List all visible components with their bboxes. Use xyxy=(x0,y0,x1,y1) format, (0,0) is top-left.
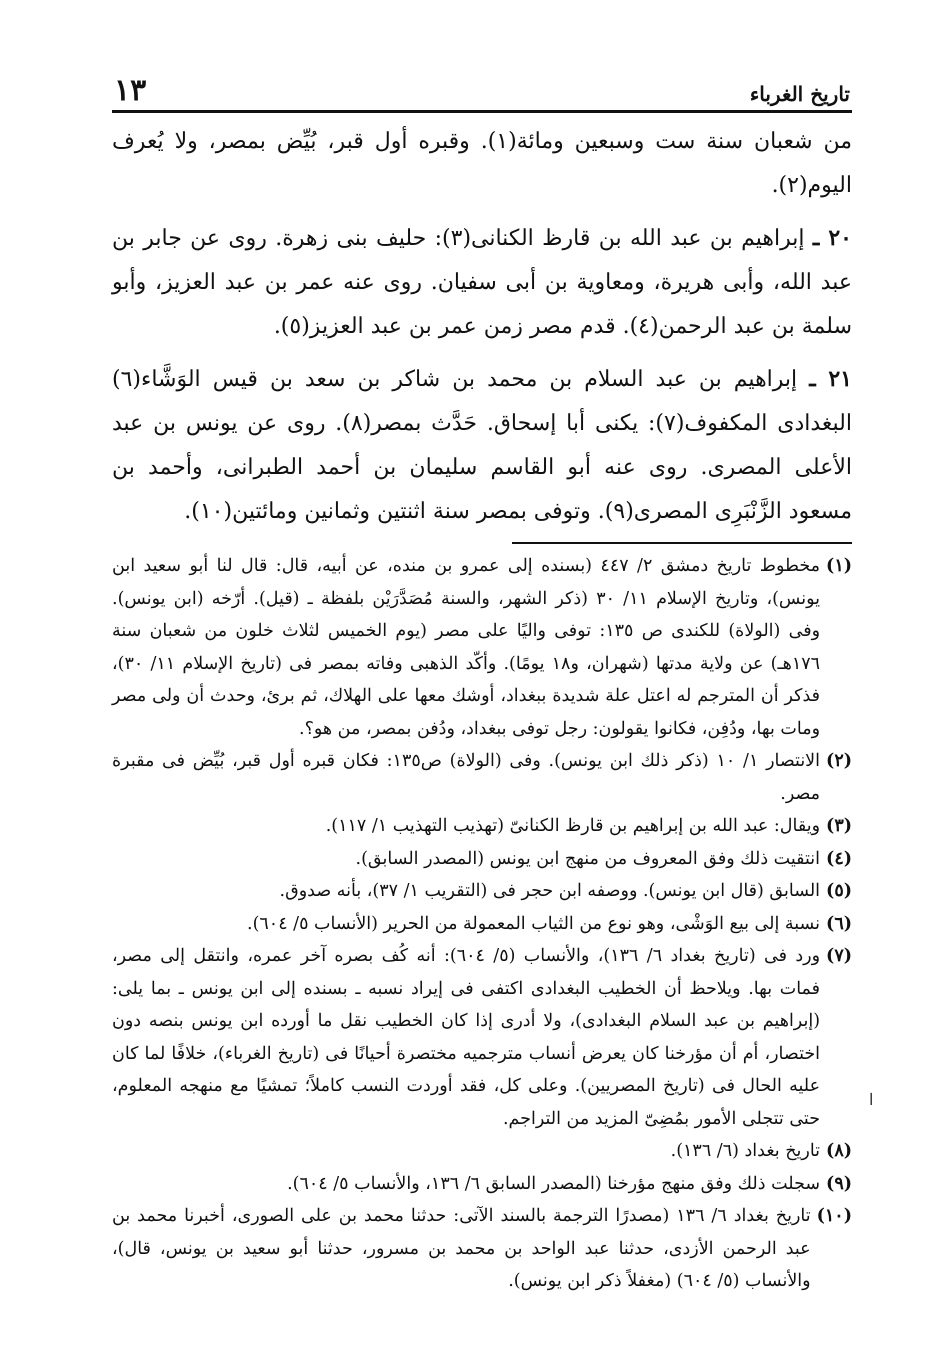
footnote-8 xyxy=(112,1135,852,1168)
footnote-number: (٨) xyxy=(826,1141,852,1161)
footnote-text: السابق (قال ابن يونس). ووصفه ابن حجر فى (التقريب ١/ ٣٧)، بأنه صدوق. xyxy=(279,881,821,901)
footnote-text: ويقال: عبد الله بن إبراهيم بن قارظ الكنانىّ (تهذيب التهذيب ١/ ١١٧). xyxy=(325,816,821,836)
footnote-number: (٢) xyxy=(826,751,852,771)
footnote-text: تاريخ بغداد ٦/ ١٣٦ (مصدرًا الترجمة بالسند الآتى: حدثنا محمد بن على الصورى، أخبرنا محمد بن عبد الرحمن الأزدى، حدثنا عبد الواحد بن محمد بن مسرور، حدثنا أبو سعيد بن يونس، قال)، والأنساب (٥/ ٦٠٤) (مغفلاً ذكر ابن يونس). xyxy=(112,1206,811,1291)
footnote-10 xyxy=(112,1200,852,1298)
footnote-text: نسبة إلى بيع الوَشْى، وهو نوع من الثياب المعمولة من الحرير (الأنساب ٥/ ٦٠٤). xyxy=(247,913,821,934)
footnote-number: (٧) xyxy=(826,946,852,966)
footnote-number: (١) xyxy=(826,556,852,576)
footnote-text: الانتصار ١/ ١٠ (ذكر ذلك ابن يونس). وفى (الولاة) ص١٣٥: فكان قبره أول قبر، بُيِّض فى مقبرة مصر. xyxy=(112,751,821,804)
page-title: تاريخ الغرباء xyxy=(749,82,850,106)
footnote-number: (١٠) xyxy=(816,1206,852,1226)
footnote-number: (٩) xyxy=(826,1173,852,1194)
running-header xyxy=(112,66,852,113)
footnote-text: مخطوط تاريخ دمشق ٢/ ٤٤٧ (بسنده إلى عمرو بن منده، عن أبيه، قال: قال لنا أبو سعيد ابن يونس)، وتاريخ الإسلام ١١/ ٣٠ (ذكر الشهر، والسنة مُصَدَّرَيْن بلفظة ـ (قيل). أرّخه (ابن يونس). وفى (الولاة) للكندى ص ١٣٥: توفى واليًا على مصر (يوم الخميس لثلاث خلون من شعبان سنة ١٧٦هـ) عن ولاية مدتها (شهران، و١٨ يومًا). وأكّد الذهبى وفاته بمصر فى (تاريخ الإسلام ١١/ ٣٠)، فذكر أن المترجم له اعتل علة شديدة ببغداد، أوشك معها على الهلاك، ثم برئ، وحدث أن ولى مصر ومات بها، ودُفِن، فكانوا يقولون: رجل توفى ببغداد، ودُفن بمصر، من هو؟. xyxy=(112,556,821,739)
footnote-5 xyxy=(112,875,852,908)
margin-mark: ا xyxy=(869,1090,874,1109)
footnote-number: (٣) xyxy=(826,816,852,836)
page-number: ١٣ xyxy=(114,73,147,108)
footnote-6 xyxy=(112,908,852,941)
entry-number: ٢٠ ـ xyxy=(812,225,852,251)
footnotes xyxy=(112,550,852,1298)
footnote-4 xyxy=(112,843,852,876)
footnote-text: تاريخ بغداد (٦/ ١٣٦). xyxy=(670,1141,821,1161)
footnote-7 xyxy=(112,940,852,1135)
paragraph-text: من شعبان سنة ست وسبعين ومائة(١). وقبره أول قبر، بُيِّض بمصر، ولا يُعرف اليوم(٢). xyxy=(112,129,853,198)
footnote-1 xyxy=(112,550,852,745)
paragraph-text: إبراهيم بن عبد السلام بن محمد بن شاكر بن سعد بن قيس الوَشَّاء(٦) البغدادى المكفوف(٧): يكنى أبا إسحاق. حَدَّث بمصر(٨). روى عن يونس بن عبد الأعلى المصرى. روى عنه أبو القاسم سليمان بن أحمد الطبرانى، وأحمد بن مسعود الزَّنْبَرِى المصرى(٩). وتوفى بمصر سنة اثنتين وثمانين ومائتين(١٠). xyxy=(112,367,852,524)
footnote-3 xyxy=(112,810,852,843)
main-text xyxy=(112,119,852,534)
paragraph-text: إبراهيم بن عبد الله بن قارظ الكنانى(٣): حليف بنى زهرة. روى عن جابر بن عبد الله، وأبى هريرة، ومعاوية بن أبى سفيان. روى عنه عمر بن عبد العزيز، وأبو سلمة بن عبد الرحمن(٤). قدم مصر زمن عمر بن عبد العزيز(٥). xyxy=(112,226,852,339)
footnote-text: انتقيت ذلك وفق المعروف من منهج ابن يونس (المصدر السابق). xyxy=(355,848,821,869)
paragraph-continuation xyxy=(112,119,852,208)
footnote-number: (٦) xyxy=(826,913,852,934)
entry-number: ٢١ ـ xyxy=(809,366,852,392)
footnote-number: (٤) xyxy=(826,848,852,869)
biography-entry-20 xyxy=(112,216,852,349)
footnote-text: سجلت ذلك وفق منهج مؤرخنا (المصدر السابق ٦/ ١٣٦، والأنساب ٥/ ٦٠٤). xyxy=(287,1173,821,1194)
book-page xyxy=(112,66,852,1298)
footnote-9 xyxy=(112,1168,852,1201)
biography-entry-21 xyxy=(112,357,852,534)
footnote-divider xyxy=(512,542,852,544)
footnote-text: ورد فى (تاريخ بغداد ٦/ ١٣٦)، والأنساب (٥/ ٦٠٤): أنه كُف بصره آخر عمره، وانتقل إلى مصر، فمات بها. ويلاحظ أن الخطيب البغدادى اكتفى فى إيراد نسبه ـ بسنده إلى ابن يونس ـ بما يلى: (إبراهيم بن عبد السلام البغدادى)، ولا أدرى إذا كان الخطيب نقل ما أورده ابن يونس بنصه دون اختصار، أم أن مؤرخنا كان يعرض أنساب مترجميه مختصرة أحيانًا فى (تاريخ الغرباء)، خلافًا لما كان عليه الحال فى (تاريخ المصريين). وعلى كل، فقد أوردت النسب كاملاً؛ تمشيًا مع منهجه المعلوم، حتى تتجلى الأمور بمُضِىّ المزيد من التراجم. xyxy=(112,946,821,1129)
footnote-2 xyxy=(112,745,852,810)
footnote-number: (٥) xyxy=(826,881,852,901)
